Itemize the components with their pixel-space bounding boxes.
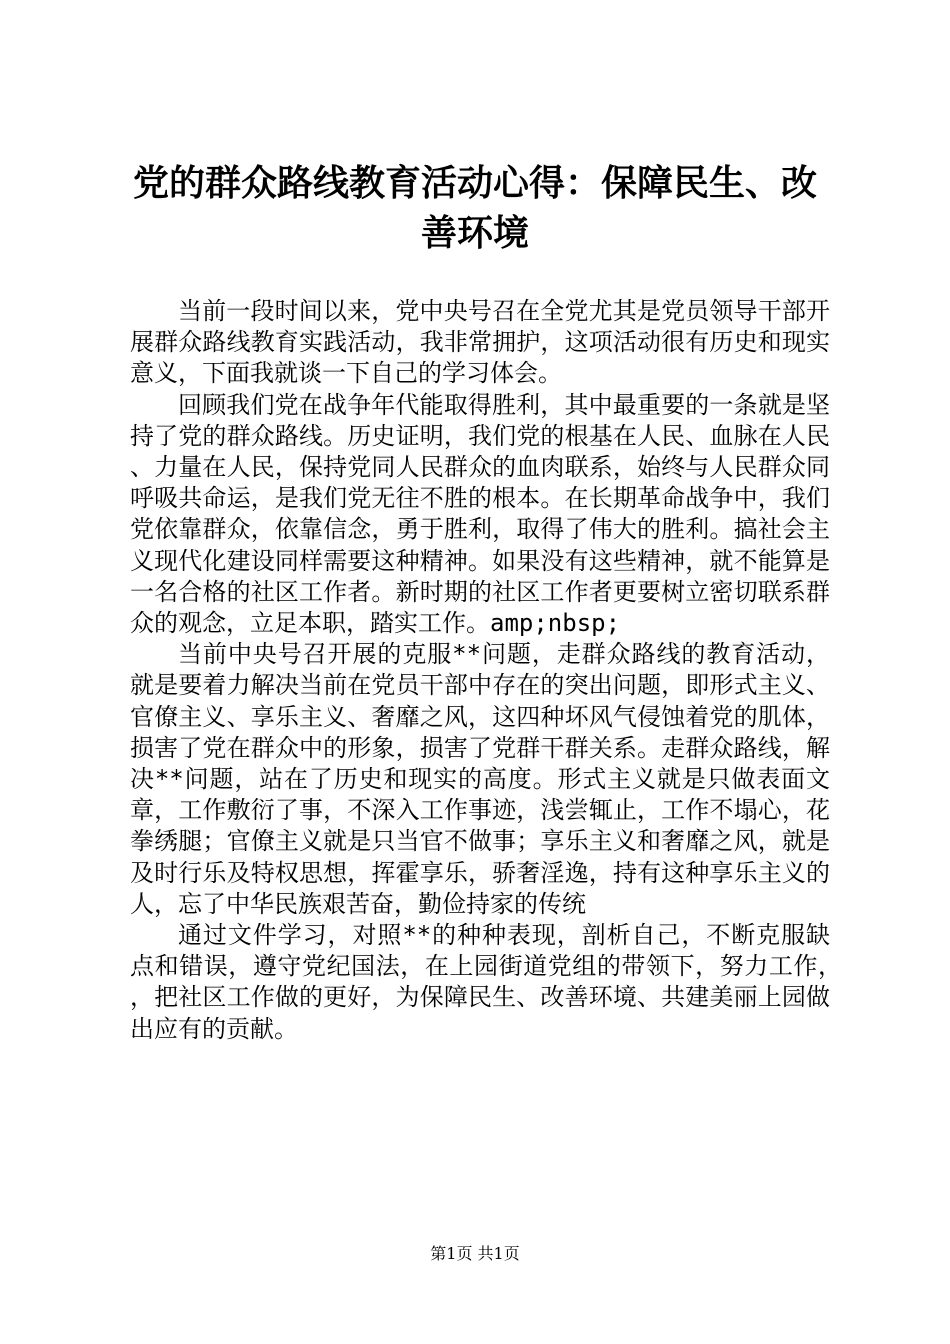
paragraph: 回顾我们党在战争年代能取得胜利，其中最重要的一条就是坚持了党的群众路线。历史证明，我们党的根基在人民、血脉在人民、力量在人民，保持党同人民群众的血肉联系，始终与人民群众同呼吸共命运，是我们党无往不胜的根本。在长期革命战争中，我们党依靠群众，依靠信念，勇于胜利，取得了伟大的胜利。搞社会主义现代化建设同样需要这种精神。如果没有这些精神，就不能算是一名合格的社区工作者。新时期的社区工作者更要树立密切联系群众的观念，立足本职，踏实工作。amp;nbsp; — [130, 390, 830, 638]
document-body — [130, 296, 830, 1045]
paragraph: 当前一段时间以来，党中央号召在全党尤其是党员领导干部开展群众路线教育实践活动，我非常拥护，这项活动很有历史和现实意义，下面我就谈一下自己的学习体会。 — [130, 297, 830, 388]
paragraph: 当前中央号召开展的克服**问题，走群众路线的教育活动，就是要着力解决当前在党员干部中存在的突出问题，即形式主义、官僚主义、享乐主义、奢靡之风，这四种坏风气侵蚀着党的肌体，损害了党在群众中的形象，损害了党群干群关系。走群众路线，解决**问题，站在了历史和现实的高度。形式主义就是只做表面文章，工作敷衍了事，不深入工作事迹，浅尝辄止，工作不塌心，花拳绣腿；官僚主义就是只当官不做事；享乐主义和奢靡之风，就是及时行乐及特权思想，挥霍享乐，骄奢淫逸，持有这种享乐主义的人，忘了中华民族艰苦奋，勤俭持家的传统 — [130, 640, 830, 918]
document-title: 党的群众路线教育活动心得：保障民生、改善环境 — [132, 162, 817, 254]
paragraph: 通过文件学习，对照**的种种表现，剖析自己，不断克服缺点和错误，遵守党纪国法，在上园街道党组的带领下，努力工作，，把社区工作做的更好，为保障民生、改善环境、共建美丽上园做出应有的贡献。 — [130, 921, 830, 1043]
page-footer: 第1页 共1页 — [430, 1244, 520, 1263]
